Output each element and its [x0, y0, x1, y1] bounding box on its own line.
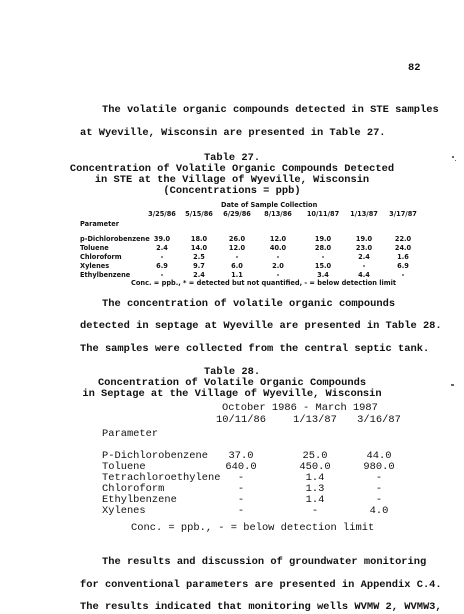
table27-cell: 2.5 [193, 253, 205, 261]
table27-cell: - [362, 262, 366, 270]
table27-cell: 39.0 [153, 235, 171, 243]
table28-cell: - [237, 505, 245, 517]
table27-cell: 9.7 [193, 262, 205, 270]
table27-cell: 18.0 [190, 235, 208, 243]
table27-cell: - [160, 271, 164, 279]
table27-date: 8/13/86 [264, 210, 292, 218]
table27-cell: - [276, 253, 280, 261]
table27-cell: 19.0 [355, 235, 373, 243]
table28-row-name: Tetrachloroethylene [102, 472, 221, 484]
table27-cell: - [276, 271, 280, 279]
para3-line-2: for conventional parameters are presented in Appendix C.4. [80, 579, 442, 591]
table27-row-name: Toluene [80, 244, 109, 252]
table27-cell: 15.0 [314, 262, 332, 270]
scan-speck [452, 156, 454, 158]
table28-row-name: Toluene [102, 461, 146, 473]
table28-cell: - [375, 472, 383, 484]
table27-row-name: p-Dichlorobenzene [80, 235, 150, 243]
intro-line-2: at Wyeville, Wisconsin are presented in Table 27. [80, 127, 386, 139]
para3-line-3: The results indicated that monitoring wells WVMW 2, WVMW3, [80, 601, 442, 613]
table27-cell: 4.4 [358, 271, 370, 279]
table27-cell: 1.6 [397, 253, 409, 261]
table27-cell: 28.0 [314, 244, 332, 252]
table27-cell: - [235, 253, 239, 261]
table27-date: 6/29/86 [223, 210, 251, 218]
table28-cell: 640.0 [225, 461, 257, 473]
table28-cell: - [311, 505, 319, 517]
table27-footnote: Conc. = ppb., * = detected but not quantified, - = below detection limit [131, 279, 397, 287]
table27-cell: - [160, 253, 164, 261]
table27-cell: 26.0 [228, 235, 246, 243]
table27-parameter-header: Parameter [80, 220, 120, 228]
table28-period: October 1986 - March 1987 [222, 402, 378, 414]
table28-cell: - [237, 494, 245, 506]
table27-cell: 14.0 [190, 244, 208, 252]
table28-cell: 37.0 [228, 450, 254, 462]
table27-row-name: Chloroform [80, 253, 122, 261]
table27-cell: 12.0 [228, 244, 246, 252]
table27-span-header: Date of Sample Collection [221, 201, 318, 209]
table28-cell: 1.3 [305, 483, 325, 495]
table27-cell: 23.0 [355, 244, 373, 252]
table27-cell: 6.0 [231, 262, 243, 270]
table28-date: 10/11/86 [216, 414, 266, 426]
table28-parameter-header: Parameter [102, 428, 159, 440]
table27-cell: 1.1 [231, 271, 243, 279]
table28-row-name: Chloroform [102, 483, 165, 495]
table27-date: 10/11/87 [306, 210, 340, 218]
table28-cell: - [375, 494, 383, 506]
table27-cell: 6.9 [156, 262, 168, 270]
table28-title-line-2: in Septage at the Village of Wyeville, Wisconsin [82, 388, 382, 400]
table27-cell: - [401, 271, 405, 279]
scan-speck [451, 384, 454, 386]
table28-cell: 1.4 [305, 472, 325, 484]
table27-cell: 19.0 [314, 235, 332, 243]
table28-date: 3/16/87 [357, 414, 401, 426]
table28-cell: 450.0 [299, 461, 331, 473]
table27-row-name: Xylenes [80, 262, 110, 270]
table27-cell: 2.4 [358, 253, 370, 261]
table27-cell: 2.4 [156, 244, 168, 252]
table27-row-name: Ethylbenzene [80, 271, 131, 279]
table28-cell: 25.0 [302, 450, 328, 462]
table28-cell: - [375, 483, 383, 495]
table27-cell: 24.0 [394, 244, 412, 252]
intro-line-1: The volatile organic compounds detected in STE samples [102, 104, 439, 116]
para2-line-3: The samples were collected from the central septic tank. [80, 343, 430, 355]
table28-footnote: Conc. = ppb., - = below detection limit [131, 522, 375, 534]
page-number: 82 [408, 62, 421, 74]
table28-row-name: Xylenes [102, 505, 146, 517]
table28-cell: 980.0 [363, 461, 395, 473]
table28-row-name: Ethylbenzene [102, 494, 177, 506]
table27-cell: 2.4 [193, 271, 205, 279]
table27-cell: - [321, 253, 325, 261]
table28-title-line-1: Concentration of Volatile Organic Compounds [97, 377, 367, 389]
table28-row-name: P-Dichlorobenzene [102, 450, 209, 462]
table27-title-line-2: in STE at the Village of Wyeville, Wisconsin [94, 174, 370, 186]
table27-title-line-1: Concentration of Volatile Organic Compounds Detected [69, 163, 395, 175]
table27-cell: 3.4 [317, 271, 329, 279]
table27-cell: 40.0 [269, 244, 287, 252]
para3-line-1: The results and discussion of groundwater monitoring [102, 556, 427, 568]
table27-cell: 12.0 [269, 235, 287, 243]
table28-cell: - [237, 483, 245, 495]
table28-cell: 44.0 [366, 450, 392, 462]
table27-cell: 22.0 [394, 235, 412, 243]
table27-cell: 2.0 [272, 262, 284, 270]
table27-date: 5/15/86 [185, 210, 213, 218]
table28-cell: 1.4 [305, 494, 325, 506]
table27-date: 1/13/87 [350, 210, 378, 218]
table28-cell: - [237, 472, 245, 484]
table27-title-line-3: (Concentrations = ppb) [163, 185, 301, 197]
table28-date: 1/13/87 [293, 414, 337, 426]
table27-date: 3/17/87 [389, 210, 417, 218]
table27-date: 3/25/86 [148, 210, 176, 218]
para2-line-2: detected in septage at Wyeville are presented in Table 28. [80, 320, 442, 332]
scan-speck [455, 160, 456, 161]
table28-label: Table 28. [203, 366, 261, 378]
table27-label: Table 27. [203, 152, 261, 164]
table27-cell: 6.9 [397, 262, 409, 270]
table28-cell: 4.0 [369, 505, 389, 517]
para2-line-1: The concentration of volatile organic compounds [102, 298, 396, 310]
